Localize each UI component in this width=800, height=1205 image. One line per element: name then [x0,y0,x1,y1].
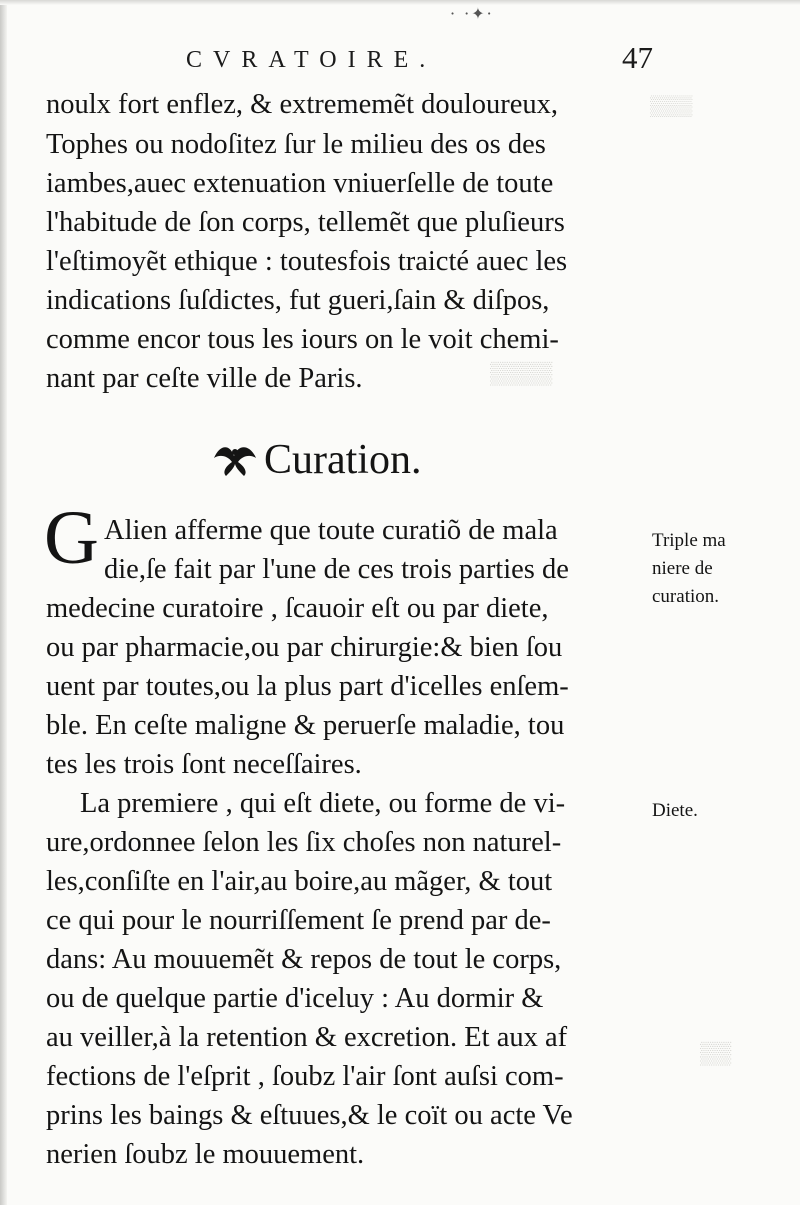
running-head: CVRATOIRE. [186,47,437,73]
text-line: noulx fort enflez, & extrememẽt douloureux, [46,89,559,120]
bleed-through-mark: ▒▒▒▒ [490,360,553,385]
fleuron-ornament-icon [210,438,260,489]
text-line: ou de quelque partie d'iceluy : Au dormir & [46,983,544,1014]
section-heading [210,436,421,489]
margin-note-diete: Diete. [652,800,698,821]
margin-note: Triple ma [652,530,726,551]
margin-note: niere de [652,558,713,579]
text-line: tes les trois ſont neceſſaires. [46,749,362,780]
text-line: die,ſe fait par l'une de ces trois parties de [104,554,569,585]
page-edge [0,0,7,1205]
text-line: comme encor tous les iours on le voit chemi- [46,324,559,355]
text-line: l'eſtimoyẽt ethique : toutesfois traicté auec les [46,246,568,277]
text-line: nant par ceſte ville de Paris. [46,363,363,394]
top-ornament: · ·✦· [450,4,494,23]
text-line: prins les baings & eſtuues,& le coït ou acte Ve [46,1100,573,1131]
text-line: dans: Au mouuemẽt & repos de tout le corps, [46,944,562,975]
text-line: ce qui pour le nourriſſement ſe prend par de- [46,905,551,936]
bleed-through-mark: ▒▒ [700,1040,732,1065]
text-line: medecine curatoire , ſcauoir eſt ou par diete, [46,593,549,624]
text-line: au veiller,à la retention & excretion. Et aux af [46,1022,568,1053]
text-line: iambes,auec extenuation vniuerſelle de toute [46,168,554,199]
drop-cap: G [44,496,99,580]
text-line: les,conſiſte en l'air,au boire,au mãger, & tout [46,866,553,897]
text-line: La premiere , qui eſt diete, ou forme de vi- [80,788,566,819]
text-line: fections de l'eſprit , ſoubz l'air ſont auſsi com- [46,1061,564,1092]
text-line: uent par toutes,ou la plus part d'icelles enſem- [46,671,569,702]
bleed-through-mark: ▒▒▒ [650,95,693,117]
text-line: ou par pharmacie,ou par chirurgie:& bien ſou [46,632,563,663]
text-line: ure,ordonnee ſelon les ſix choſes non naturel- [46,827,562,858]
text-line: ble. En ceſte maligne & peruerſe maladie, tou [46,710,565,741]
text-line: Alien afferme que toute curatiõ de mala [104,515,558,546]
text-line: Tophes ou nodoſitez ſur le milieu des os des [46,129,546,160]
page-number: 47 [622,40,653,75]
heading-text: Curation. [264,437,422,483]
text-line: nerien ſoubz le mouuement. [46,1139,365,1170]
text-line: indications ſuſdictes, fut gueri,ſain & diſpos, [46,285,550,316]
page-top-edge [0,0,800,5]
margin-note: curation. [652,586,720,607]
text-line: l'habitude de ſon corps, tellemẽt que pluſieurs [46,207,565,238]
